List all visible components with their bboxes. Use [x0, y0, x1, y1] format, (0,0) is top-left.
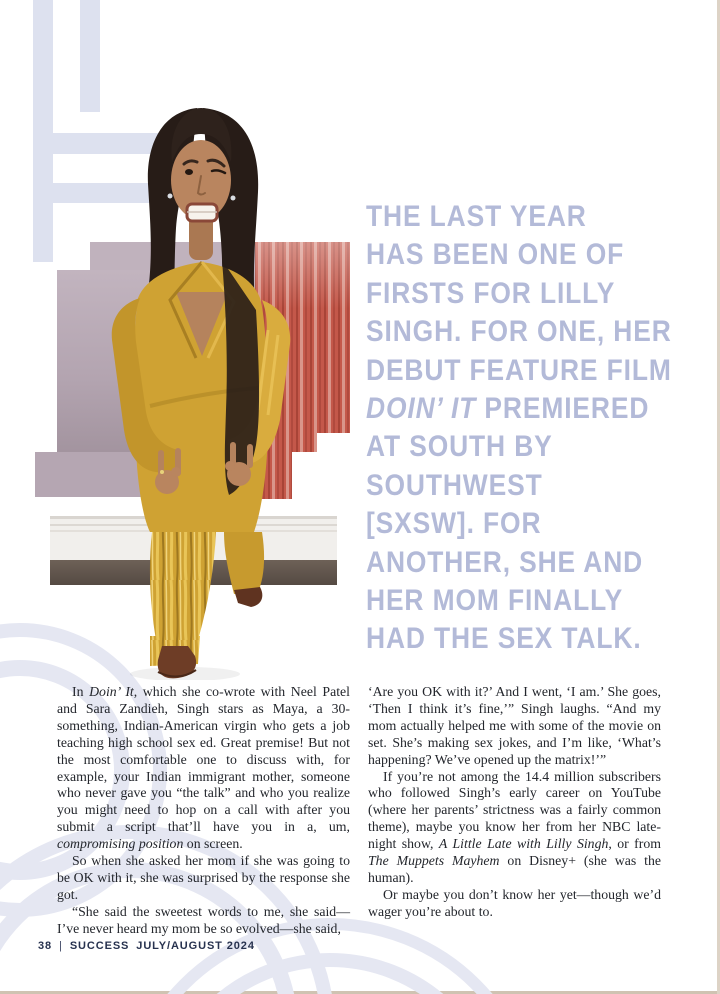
article-body [57, 684, 661, 938]
pull-quote [366, 198, 683, 659]
paragraph: Or maybe you don’t know her yet—though we’d wager you’re about to. [368, 886, 661, 919]
pull-quote-line: HER MOM FINALLY [366, 584, 624, 618]
lilly-singh-photo [0, 100, 360, 680]
paragraph: If you’re not among the 14.4 million subscribers who followed Singh’s early career on YouTube (where her parents’ strictness was a fairly common theme), maybe you know her from her NBC late-night show, A Little Late with Lilly Singh, or from The Muppets Mayhem on Disney+ (she was the human). [368, 768, 661, 885]
article-column-left [57, 684, 350, 938]
pull-quote-line: THE LAST YEAR [366, 200, 587, 233]
figure-lilly-singh [112, 108, 291, 678]
pull-quote-line: HAS BEEN ONE OF [366, 238, 625, 272]
footer-separator: | [59, 940, 63, 952]
pull-quote-line: [SXSW]. FOR [366, 507, 542, 541]
pull-quote-line: HAD THE SEX TALK. [366, 622, 642, 656]
paragraph: ‘Are you OK with it?’ And I went, ‘I am.’ She goes, ‘Then I think it’s fine,’” Singh laughs. “And my mom actually helped me with some of the movie on set. She’s making sex jokes, and I’m like, ‘What’s happening? We’ve opened up the matrix!’” [368, 684, 661, 767]
pull-quote-line: ANOTHER, SHE AND [366, 545, 644, 579]
pull-quote-line: AT SOUTH BY [366, 430, 553, 464]
paragraph: So when she asked her mom if she was going to be OK with it, she was surprised by the response she got. [57, 853, 350, 902]
pull-quote-line: DOIN’ IT PREMIERED [366, 392, 650, 426]
pull-quote-line: SINGH. FOR ONE, HER [366, 315, 672, 349]
article-column-right [368, 684, 661, 938]
page-footer [38, 940, 255, 952]
issue-date: JULY/AUGUST 2024 [136, 940, 255, 952]
pull-quote-line: DEBUT FEATURE FILM [366, 353, 672, 387]
paragraph: “She said the sweetest words to me, she said—I’ve never heard my mom be so evolved—she said, [57, 903, 350, 936]
magazine-name: SUCCESS [69, 940, 130, 952]
pull-quote-line: FIRSTS FOR LILLY [366, 276, 616, 310]
page-number: 38 [38, 940, 53, 952]
pull-quote-line: SOUTHWEST [366, 468, 543, 502]
paragraph: In Doin’ It, which she co-wrote with Neel Patel and Sara Zandieh, Singh stars as Maya, a 30-something, Indian-American virgin who gets a job teaching high school sex ed. Great premise! But not the most comfortable one to discuss with, for example, your Indian immigrant mother, someone who never gave you “the talk” and who you realize you might need to hop on a call with after you submit a script that’ll have you in a, um, compromising position on screen. [57, 684, 350, 852]
